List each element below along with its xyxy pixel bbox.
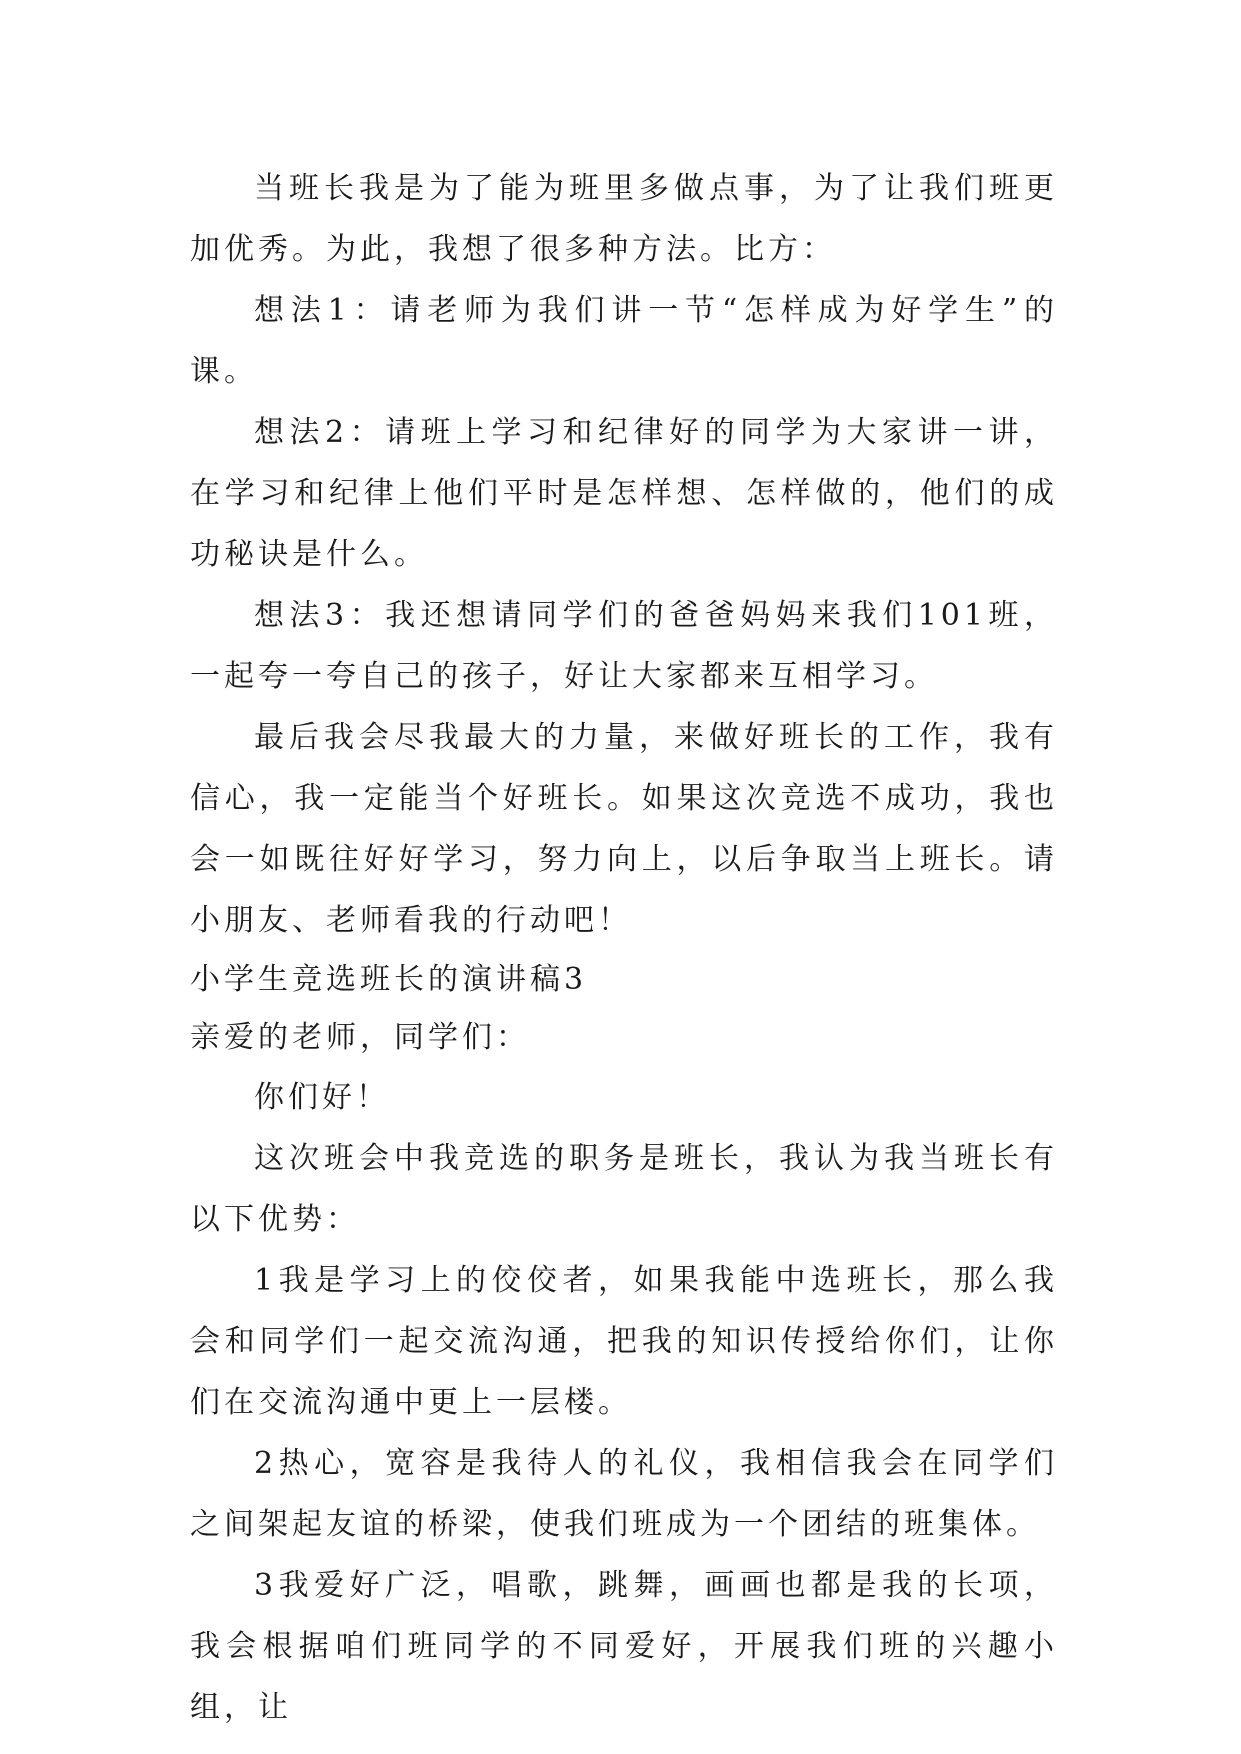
paragraph-1: 当班长我是为了能为班里多做点事，为了让我们班更加优秀。为此，我想了很多种方法。比方： (190, 171, 1058, 267)
paragraph-7: 这次班会中我竞选的职务是班长，我认为我当班长有以下优势： (190, 1141, 1058, 1237)
salutation: 亲爱的老师，同学们： (190, 1020, 530, 1055)
paragraph-6: 你们好！ (254, 1080, 390, 1115)
paragraph-4: 想法3：我还想请同学们的爸爸妈妈来我们101班，一起夸一夸自己的孩子，好让大家都来互相学习。 (190, 598, 1058, 694)
paragraph-9: 2热心，宽容是我待人的礼仪，我相信我会在同学们之间架起友谊的桥梁，使我们班成为一个团结的班集体。 (190, 1446, 1058, 1542)
paragraph-2: 想法1：请老师为我们讲一节“怎样成为好学生”的课。 (190, 293, 1058, 389)
document-body (190, 158, 1058, 1738)
paragraph-5: 最后我会尽我最大的力量，来做好班长的工作，我有信心，我一定能当个好班长。如果这次竞选不成功，我也会一如既往好好学习，努力向上，以后争取当上班长。请小朋友、老师看我的行动吧！ (190, 720, 1058, 938)
paragraph-8: 1我是学习上的佼佼者，如果我能中选班长，那么我会和同学们一起交流沟通，把我的知识传授给你们，让你们在交流沟通中更上一层楼。 (190, 1263, 1058, 1420)
section-title: 小学生竞选班长的演讲稿3 (190, 962, 588, 997)
paragraph-10: 3我爱好广泛，唱歌，跳舞，画画也都是我的长项，我会根据咱们班同学的不同爱好，开展我们班的兴趣小组，让 (190, 1568, 1058, 1725)
paragraph-3: 想法2：请班上学习和纪律好的同学为大家讲一讲，在学习和纪律上他们平时是怎样想、怎样做的，他们的成功秘诀是什么。 (190, 415, 1058, 572)
